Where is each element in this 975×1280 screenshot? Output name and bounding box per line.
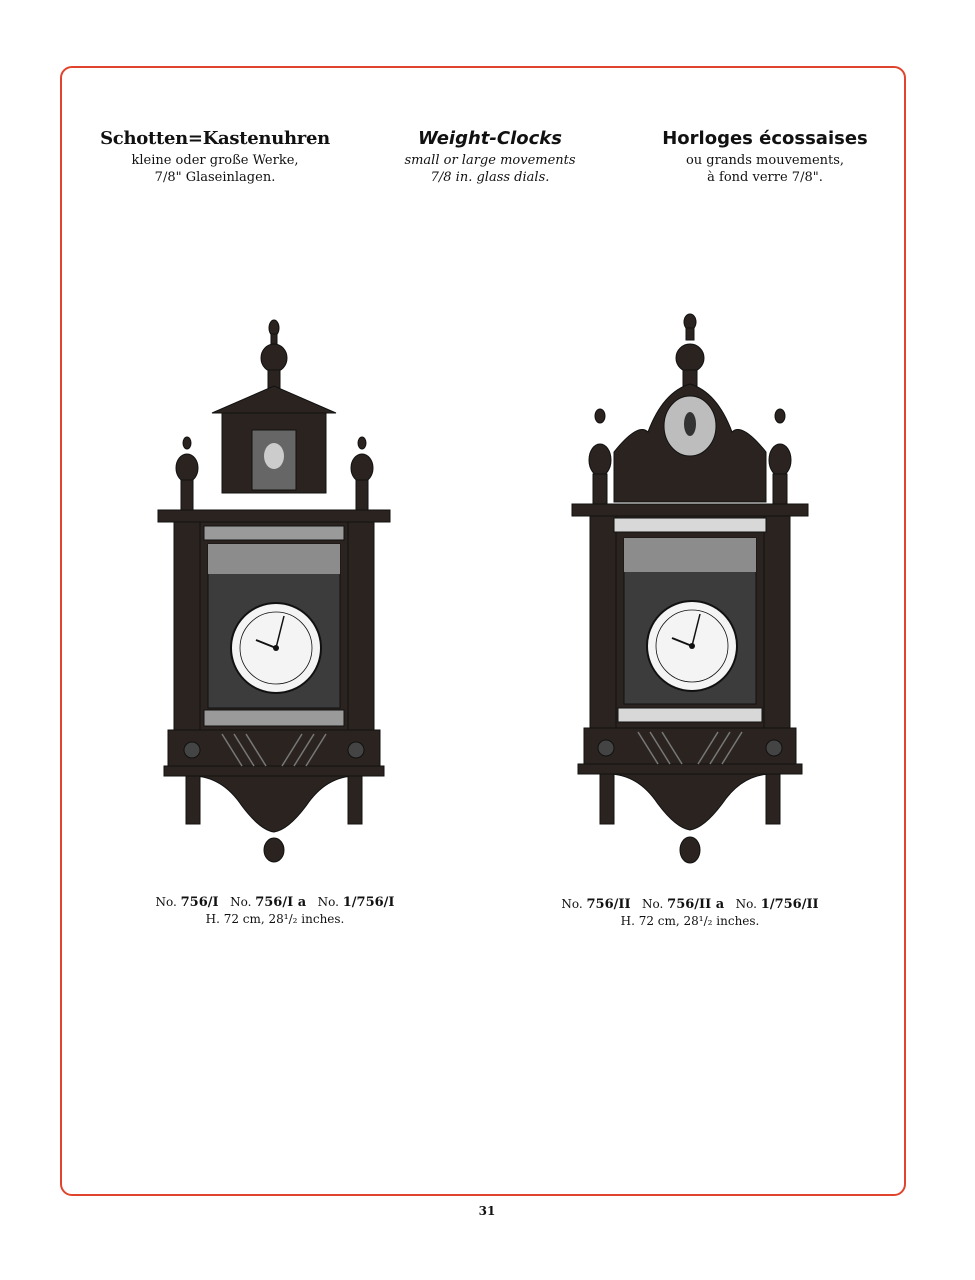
caption-label: No. bbox=[735, 897, 757, 911]
caption-clock-2-numbers bbox=[545, 896, 835, 913]
header-french bbox=[650, 126, 880, 186]
header-french-line2: à fond verre 7/8". bbox=[707, 170, 823, 185]
model-number: 756/II bbox=[586, 897, 631, 912]
header-german-title: Schotten=Kastenuhren bbox=[100, 128, 330, 149]
caption-label: No. bbox=[642, 897, 664, 911]
header-german-line1: kleine oder große Werke, bbox=[131, 153, 299, 168]
clock-illustration-756-II bbox=[568, 312, 812, 868]
caption-clock-1 bbox=[130, 894, 420, 928]
caption-clock-2 bbox=[545, 896, 835, 930]
caption-label: No. bbox=[317, 895, 339, 909]
model-number: 756/I bbox=[180, 895, 219, 910]
model-number: 756/II a bbox=[667, 897, 725, 912]
header-english-title: Weight-Clocks bbox=[418, 128, 562, 149]
header-english-line2: 7/8 in. glass dials. bbox=[430, 170, 550, 185]
caption-label: No. bbox=[230, 895, 252, 909]
caption-clock-1-size: H. 72 cm, 28¹/₂ inches. bbox=[205, 912, 345, 926]
header-french-line1: ou grands mouvements, bbox=[685, 153, 845, 168]
model-number: 1/756/I bbox=[342, 895, 395, 910]
header-english-line1: small or large movements bbox=[404, 153, 576, 168]
page-number: 31 bbox=[478, 1204, 496, 1218]
header-french-title: Horloges écossaises bbox=[662, 128, 868, 149]
caption-label: No. bbox=[155, 895, 177, 909]
model-number: 756/I a bbox=[255, 895, 307, 910]
model-number: 1/756/II bbox=[760, 897, 819, 912]
header-german-line2: 7/8" Glaseinlagen. bbox=[154, 170, 276, 185]
caption-label: No. bbox=[561, 897, 583, 911]
clock-illustration-756-I bbox=[152, 318, 396, 866]
caption-clock-1-numbers bbox=[130, 894, 420, 911]
caption-clock-2-size: H. 72 cm, 28¹/₂ inches. bbox=[620, 914, 760, 928]
header-english bbox=[370, 126, 610, 186]
header-german bbox=[100, 126, 330, 186]
